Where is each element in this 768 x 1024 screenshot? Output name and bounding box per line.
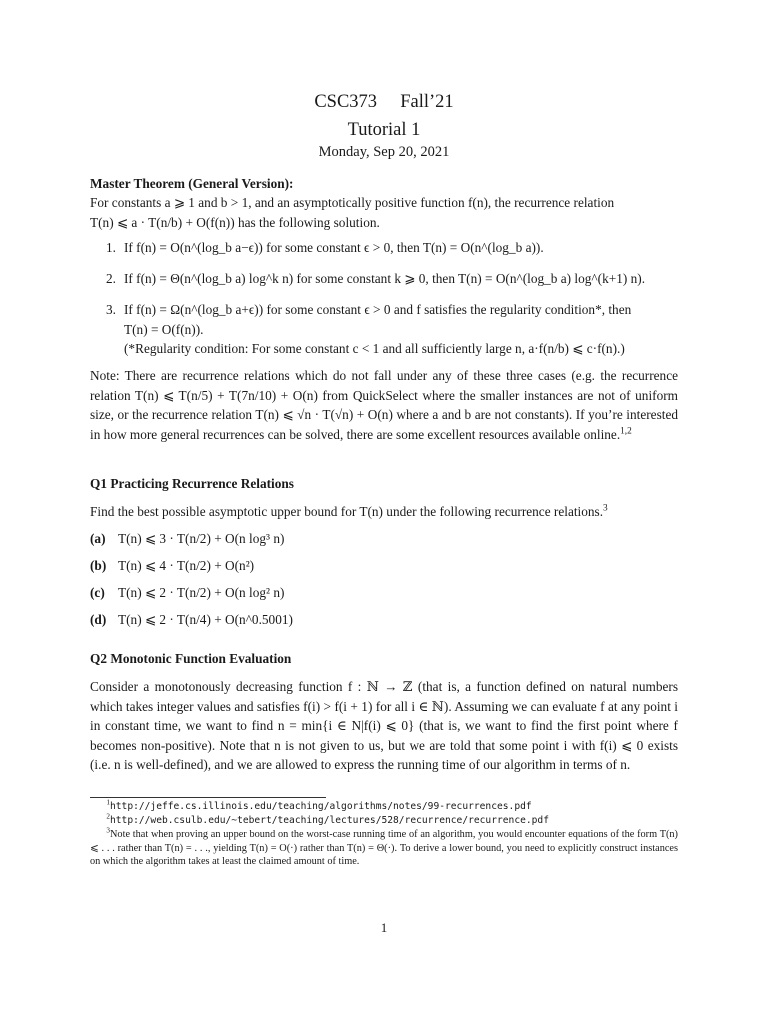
footnote-3 bbox=[90, 828, 678, 869]
footnote-mark: 2 bbox=[106, 812, 110, 821]
item-label: (a) bbox=[90, 531, 106, 546]
footnote-text: Note that when proving an upper bound on the worst-case running time of an algorithm, you would encounter equations of the form T(n) ⩽ . . . rather than T(n) = . . ., yielding T(n) = O(·) rather than T(n) = Θ(·). To derive a lower bound, you need to explicitly construct instances on which the algorithm takes at least the claimed amount of time. bbox=[90, 829, 678, 868]
item-label: (c) bbox=[90, 585, 105, 600]
case-1 bbox=[106, 238, 678, 258]
case-text: If f(n) = O(n^(log_b a−ϵ)) for some constant ϵ > 0, then T(n) = O(n^(log_b a)). bbox=[124, 240, 544, 255]
case-2 bbox=[106, 269, 678, 289]
q1-item-d bbox=[90, 610, 293, 629]
q2-heading: Q2 Monotonic Function Evaluation bbox=[90, 651, 292, 666]
q1-footnote-ref: 3 bbox=[603, 503, 608, 514]
document-title: Tutorial 1 bbox=[347, 120, 421, 140]
case-text: If f(n) = Ω(n^(log_b a+ϵ)) for some constant ϵ > 0 and f satisfies the regularity condition*, then bbox=[124, 302, 632, 317]
course-header bbox=[90, 88, 678, 117]
intro-line-2: T(n) ⩽ a · T(n/b) + O(f(n)) has the following solution. bbox=[90, 214, 380, 230]
q1-prompt-text: Find the best possible asymptotic upper bound for T(n) under the following recurrence relations. bbox=[90, 504, 604, 519]
q1-heading: Q1 Practicing Recurrence Relations bbox=[90, 476, 294, 491]
item-label: (d) bbox=[90, 612, 107, 627]
case-number: 3. bbox=[106, 302, 116, 317]
footnote-2 bbox=[90, 814, 678, 828]
case-3-conclusion: T(n) = O(f(n)). bbox=[124, 321, 204, 337]
note-footnote-ref: 1,2 bbox=[620, 426, 632, 437]
footnote-link[interactable]: http://jeffe.cs.illinois.edu/teaching/algorithms/notes/99-recurrences.pdf bbox=[110, 801, 532, 812]
footnote-mark: 1 bbox=[106, 798, 110, 807]
item-expr: T(n) ⩽ 3 · T(n/2) + O(n log³ n) bbox=[118, 531, 285, 546]
footnote-1 bbox=[90, 800, 678, 814]
course-term: Fall’21 bbox=[400, 92, 454, 112]
master-theorem-intro bbox=[90, 193, 678, 232]
footnote-link[interactable]: http://web.csulb.edu/~tebert/teaching/lectures/528/recurrence/recurrence.pdf bbox=[110, 815, 549, 826]
item-expr: T(n) ⩽ 2 · T(n/2) + O(n log² n) bbox=[118, 585, 285, 600]
note-paragraph bbox=[90, 366, 678, 444]
item-label: (b) bbox=[90, 558, 107, 573]
page-number: 1 bbox=[380, 920, 388, 935]
course-code: CSC373 bbox=[314, 92, 378, 112]
q1-item-b bbox=[90, 556, 254, 575]
q2-paragraph: Consider a monotonously decreasing function f : ℕ → ℤ (that is, a function defined on natural numbers which takes integer values and satisfies f(i) > f(i + 1) for all i ∈ ℕ). Assuming we can evaluate f at any point i in constant time, we want to find n = min{i ∈ N|f(i) ⩽ 0} (that is, we want to find the first point where f becomes non-positive). Note that n is not given to us, but we are told that some point i with f(i) ⩽ 0 exists (i.e. n is well-defined), and we are allowed to express the running time of our algorithm in terms of n. bbox=[90, 679, 678, 772]
q1-item-c bbox=[90, 583, 284, 602]
q1-item-a bbox=[90, 529, 284, 548]
footnote-rule bbox=[90, 797, 326, 798]
q1-prompt bbox=[90, 502, 678, 522]
case-3 bbox=[106, 300, 678, 359]
regularity-condition: (*Regularity condition: For some constant c < 1 and all sufficiently large n, a·f(n/b) ⩽ c·f(n).) bbox=[124, 341, 625, 356]
document-date: Monday, Sep 20, 2021 bbox=[318, 144, 450, 160]
footnote-mark: 3 bbox=[106, 826, 110, 835]
master-theorem-heading: Master Theorem (General Version): bbox=[90, 176, 294, 191]
case-number: 1. bbox=[106, 240, 116, 255]
note-text: Note: There are recurrence relations which do not fall under any of these three cases (e.g. the recurrence relation T(n) ⩽ T(n/5) + T(7n/10) + O(n) from QuickSelect where the smaller instances are not of uniform size, or the recurrence relation T(n) ⩽ √n · T(√n) + O(n) where a and b are not constants). If you’re interested in how more general recurrences can be solved, there are some excellent resources available online. bbox=[90, 368, 678, 442]
case-text: If f(n) = Θ(n^(log_b a) log^k n) for some constant k ⩾ 0, then T(n) = O(n^(log_b a) log^(k+1) n). bbox=[124, 271, 646, 286]
item-expr: T(n) ⩽ 4 · T(n/2) + O(n²) bbox=[118, 558, 255, 573]
intro-line-1: For constants a ⩾ 1 and b > 1, and an asymptotically positive function f(n), the recurrence relation bbox=[90, 195, 615, 210]
item-expr: T(n) ⩽ 2 · T(n/4) + O(n^0.5001) bbox=[118, 612, 293, 627]
case-number: 2. bbox=[106, 271, 116, 286]
